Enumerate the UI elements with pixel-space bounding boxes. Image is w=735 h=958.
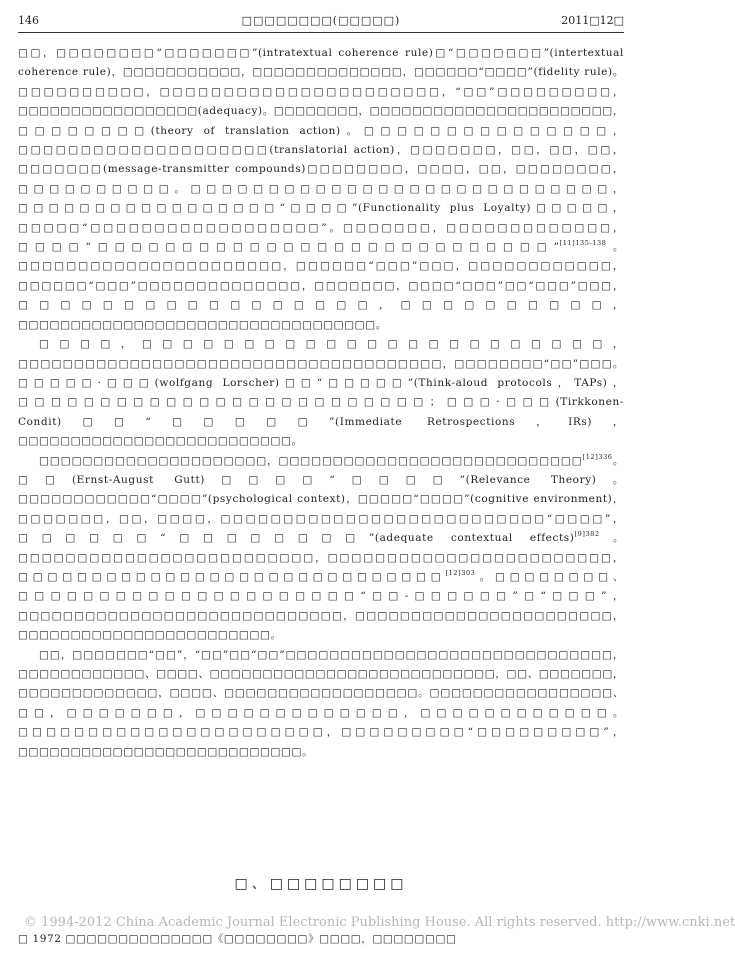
paragraph-text: 。□□□□□□□□、□□□□□□□□□□□□□□□□□□□□□“□□-□□□□□□”□“□□□”，□□□□□□□□□□□□□□□□□□□□□□□□□□□□□，□□□□□□□□□□□□□□□□□□□□□□□，□□□□□□□□□□□□□□□□□□□□□□□□。 <box>18 570 624 642</box>
section-heading: □、□□□□□□□□ <box>234 876 408 892</box>
paragraph <box>18 44 624 335</box>
paragraph-text: □□□□，□□□□□□□□□□□□□□□□□□□□□□□，□□□□□□□□□□□□□□□□□□□□□□□□□□□□□□□□□□□□□□，□□□□□□□□“□□”□□□。□□□□□·□□□(wolfgang Lorscher)□□“□□□□□”(Think-aloud protocols，TAPs)，□□□□□□□□□□□□□□□□□□□□□□□□□；□□□·□□□(Tirkkonen-Condit)□□“□□□□□”(Immediate Retrospections，IRs)，□□□□□□□□□□□□□□□□□□□□□□□□□□。 <box>18 338 624 448</box>
paragraph <box>18 335 624 451</box>
article-body <box>18 44 624 864</box>
citation-superscript: [11]135-138 <box>559 239 607 248</box>
page-header <box>18 12 624 30</box>
body-last-line: □ 1972 □□□□□□□□□□□□□□《□□□□□□□□》□□□□，□□□□□□□□ <box>18 933 457 945</box>
journal-title: □□□□□□□□(□□□□□) <box>241 14 401 27</box>
citation-superscript: [9]382 <box>574 530 600 539</box>
copyright-watermark: © 1994-2012 China Academic Journal Electronic Publishing House. All rights reserved. http://www.cnki.net <box>24 915 735 930</box>
issue-label: 2011□12□ <box>561 14 624 27</box>
paragraph-text: 。□□□□□□□□□□□□□□□□□□□□□□□□□，□□□□□□□□□□□□□□□□□□□□□□□□，□□□□□□□□□□□□□□□□□□□□□□□□□□□□□ <box>18 532 624 583</box>
paragraph <box>18 646 624 762</box>
paragraph-text: □□，□□□□□□□□“□□□□□□□”(intratextual coherence rule)□“□□□□□□□”(intertextual coherence rule)，□□□□□□□□□□□，□□□□□□□□□□□□□□，□□□□□□“□□□□”(fidelity rule)。□□□□□□□□□□，□□□□□□□□□□□□□□□□□□□□□□，“□□”□□□□□□□□□，□□□□□□□□□□□□□□□□□(adequacy)。□□□□□□□□，□□□□□□□□□□□□□□□□□□□□□□□，□□□□□□□□(theory of translation action)。□□□□□□□□□□□□□□□，□□□□□□□□□□□□□□□□□□□□(translatorial action)，□□□□□□□，□□，□□，□□，□□□□□□□(message-transmitter compounds)□□□□□□□□，□□□□，□□，□□□□□□□□，□□□□□□□□□□。□□□□□□□□□□□□□□□□□□□□□□□□□□□，□□□□□□□□□□□□□□□□□“□□□□”(Functionality plus Loyalty)□□□□□，□□□□□“□□□□□□□□□□□□□□□□□□”。□□□□□□□，□□□□□□□□□□□□□，□□□□“□□□□□□□□□□□□□□□□□□□□□□□□□□□” <box>18 47 624 254</box>
citation-superscript: [12]303 <box>445 568 476 577</box>
citation-superscript: [12]336 <box>582 452 613 461</box>
header-rule <box>18 32 624 33</box>
paragraph-text: 。□□(Ernst-August Gutt)□□□□“□□□□”(Relevance Theory)。□□□□□□□□□□□□“□□□□”(psychological context)，□□□□□“□□□□”(cognitive environment)，□□□□□□□，□□，□□□□，□□□□□□□□□□□□□□□□□□□□□□□□□□“□□□□”，□□□□□□“□□□□□□□□”(adequate contextual effects) <box>18 454 624 545</box>
paragraph <box>18 452 624 646</box>
paragraph-text: □□□□□□□□□□□□□□□□□□□□□，□□□□□□□□□□□□□□□□□□□□□□□□□□□□ <box>39 454 583 467</box>
page-number: 146 <box>18 14 39 27</box>
paragraph-text: □□，□□□□□□□“□□”，“□□”□□“□□”□□□□□□□□□□□□□□□□□□□□□□□□□□□□□□，□□□□□□□□□□□□、□□□□、□□□□□□□□□□□□□□□□□□□□□□□□□□□，□□、□□□□□□□，□□□□□□□□□□□□□，□□□□、□□□□□□□□□□□□□□□□□□。□□□□□□□□□□□□□□□□□、□□，□□□□□□□，□□□□□□□□□□□□□，□□□□□□□□□□□□。□□□□□□□□□□□□□□□□□□□□□□，□□□□□□□□□“□□□□□□□□□”，□□□□□□□□□□□□□□□□□□□□□□□□□□□。 <box>18 648 624 758</box>
paragraph-text: 。□□□□□□□□□□□□□□□□□□□□□□，□□□□□□“□□□”□□□，□□□□□□□□□□□□，□□□□□□“□□□”□□□□□□□□□□□□□□，□□□□□□□，□□□□“□□□”□□“□□□”□□□，□□□□□□□□□□□□□□□□□，□□□□□□□□□□，□□□□□□□□□□□□□□□□□□□□□□□□□□□□□□□□□□。 <box>18 241 624 331</box>
